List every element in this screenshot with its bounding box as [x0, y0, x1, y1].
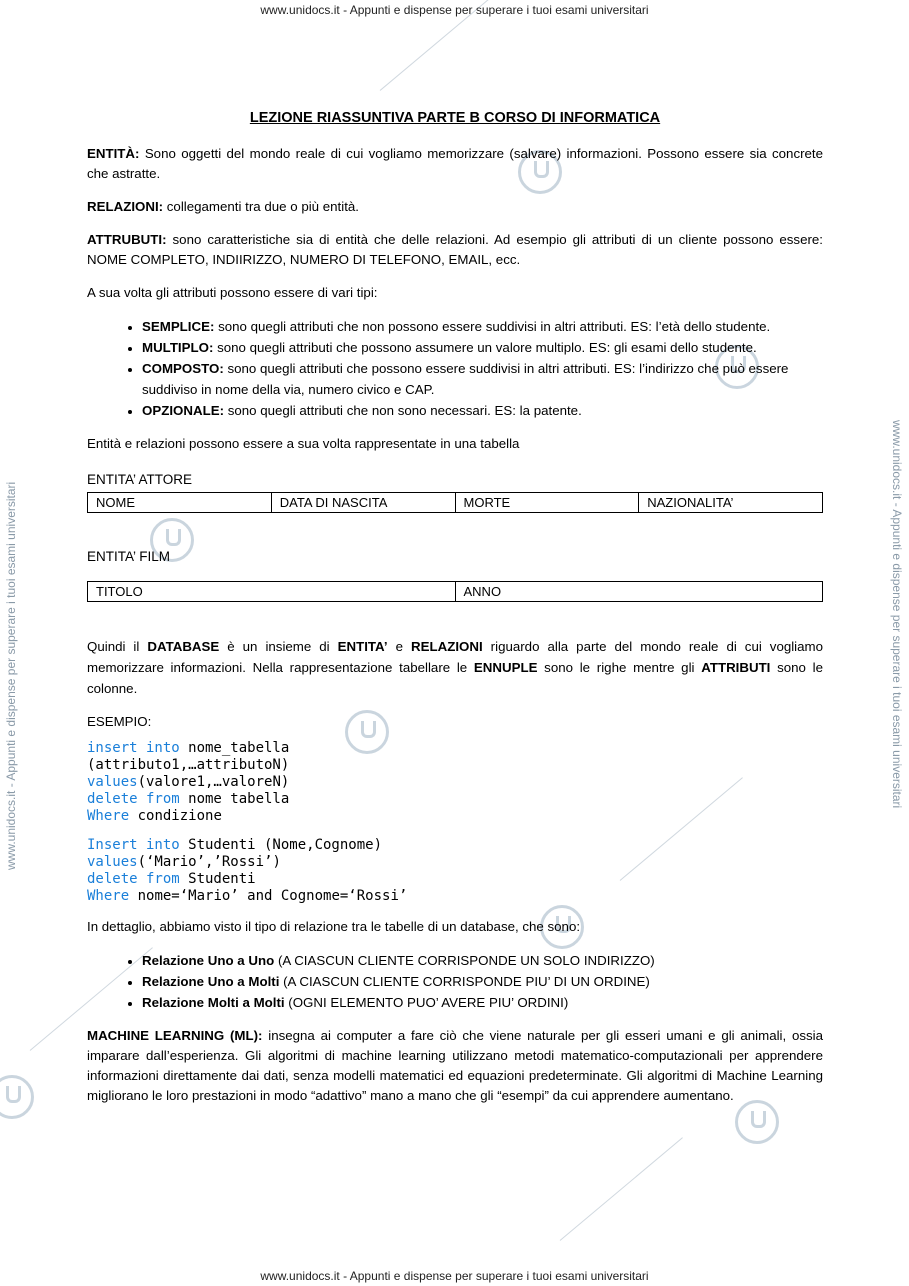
definition: insegna ai computer a fare ciò che viene naturale per gli esseri umani e gli animali, ossia imparare dall’esperienza. Gli algoritmi di machine learning utilizzano metodi matematico-computazionali per apprendere informazioni direttamente dai dati, senza modelli matematici ed equazioni predeterminate. Gli algoritmi di Machine Learning migliorano le loro prestazioni in modo “adattivo” mano a mano che gli “esempi” da cui apprendere aumentano. — [87, 1028, 823, 1103]
definition: (OGNI ELEMENTO PUO’ AVERE PIU’ ORDINI) — [284, 995, 569, 1010]
paragraph-attributi — [87, 230, 823, 270]
term: ENTITÀ: — [87, 146, 140, 161]
term: Relazione Molti a Molti — [142, 995, 285, 1010]
relation-types-list — [87, 950, 823, 1013]
table-cell: NOME — [88, 493, 272, 513]
paragraph-relazioni — [87, 197, 823, 217]
table-row — [88, 582, 823, 602]
list-item — [142, 971, 823, 992]
code-block-syntax: insert into nome_tabella (attributo1,…attributoN) values(valore1,…valoreN) delete from nome tabella Where condizione — [87, 740, 290, 824]
term: SEMPLICE: — [142, 319, 215, 334]
list-item — [142, 337, 823, 358]
table-cell: MORTE — [455, 493, 639, 513]
paragraph-entita — [87, 144, 823, 184]
page-title: LEZIONE RIASSUNTIVA PARTE B CORSO DI INFORMATICA — [249, 110, 661, 126]
list-item — [142, 400, 823, 421]
table-cell: TITOLO — [88, 582, 456, 602]
term: ATTRUBUTI: — [87, 232, 167, 247]
table-cell: ANNO — [455, 582, 823, 602]
code-block-example: Insert into Studenti (Nome,Cognome) values(‘Mario’,’Rossi’) delete from Studenti Where nome=‘Mario’ and Cognome=‘Rossi’ — [87, 837, 408, 904]
list-item — [142, 316, 823, 337]
definition: (A CIASCUN CLIENTE CORRISPONDE UN SOLO INDIRIZZO) — [274, 953, 655, 968]
list-item — [142, 358, 823, 400]
table-row — [88, 493, 823, 513]
definition: (A CIASCUN CLIENTE CORRISPONDE PIU’ DI UN ORDINE) — [279, 974, 650, 989]
definition: sono quegli attributi che possono essere suddivisi in altri attributi. ES: l’indirizzo che può essere suddiviso in nome della via, numero civico e CAP. — [142, 361, 789, 397]
term: RELAZIONI: — [87, 199, 164, 214]
paragraph-dettaglio: In dettaglio, abbiamo visto il tipo di relazione tra le tabelle di un database, che sono: — [87, 919, 581, 934]
document-body — [87, 108, 823, 1119]
definition: sono quegli attributi che non sono necessari. ES: la patente. — [224, 403, 582, 418]
watermark-side-right: www.unidocs.it - Appunti e dispense per superare i tuoi esami universitari — [890, 420, 904, 809]
table-cell: DATA DI NASCITA — [271, 493, 455, 513]
table-caption-attore: ENTITA’ ATTORE — [87, 472, 193, 487]
definition: Sono oggetti del mondo reale di cui vogliamo memorizzare (salvare) informazioni. Possono essere sia concrete che astratte. — [87, 146, 823, 181]
list-item — [142, 992, 823, 1013]
unidocs-logo-icon — [0, 1075, 34, 1119]
term: MACHINE LEARNING (ML): — [87, 1028, 263, 1043]
term: OPZIONALE: — [142, 403, 224, 418]
definition: sono quegli attributi che possono assumere un valore multiplo. ES: gli esami dello studente. — [213, 340, 757, 355]
watermark-line — [560, 1137, 683, 1241]
term: MULTIPLO: — [142, 340, 214, 355]
watermark-side-left: www.unidocs.it - Appunti e dispense per superare i tuoi esami universitari — [4, 481, 18, 870]
term: Relazione Uno a Uno — [142, 953, 275, 968]
term: Relazione Uno a Molti — [142, 974, 280, 989]
paragraph-machine-learning — [87, 1026, 823, 1106]
paragraph-database: Quindi il DATABASE è un insieme di ENTITA’ e RELAZIONI riguardo alla parte del mondo reale di cui vogliamo memorizzare informazioni. Nella rappresentazione tabellare le ENNUPLE sono le righe mentre gli ATTRIBUTI sono le colonne. — [87, 639, 824, 696]
list-item — [142, 950, 823, 971]
term: COMPOSTO: — [142, 361, 224, 376]
table-attore — [87, 492, 823, 513]
watermark-header: www.unidocs.it - Appunti e dispense per superare i tuoi esami universitari — [260, 3, 649, 17]
paragraph-tabella-intro: Entità e relazioni possono essere a sua volta rappresentate in una tabella — [87, 436, 520, 451]
paragraph-tipi-intro: A sua volta gli attributi possono essere di vari tipi: — [87, 285, 378, 300]
table-caption-film: ENTITA’ FILM — [87, 549, 170, 564]
definition: sono caratteristiche sia di entità che delle relazioni. Ad esempio gli attributi di un cliente possono essere: NOME COMPLETO, INDIIRIZZO, NUMERO DI TELEFONO, EMAIL, ecc. — [87, 232, 823, 267]
watermark-footer: www.unidocs.it - Appunti e dispense per superare i tuoi esami universitari — [260, 1269, 649, 1283]
table-film — [87, 581, 823, 602]
attribute-types-list — [87, 316, 823, 421]
table-cell: NAZIONALITA’ — [639, 493, 823, 513]
esempio-label: ESEMPIO: — [87, 714, 152, 729]
definition: collegamenti tra due o più entità. — [163, 199, 359, 214]
definition: sono quegli attributi che non possono essere suddivisi in altri attributi. ES: l’età dello studente. — [214, 319, 771, 334]
